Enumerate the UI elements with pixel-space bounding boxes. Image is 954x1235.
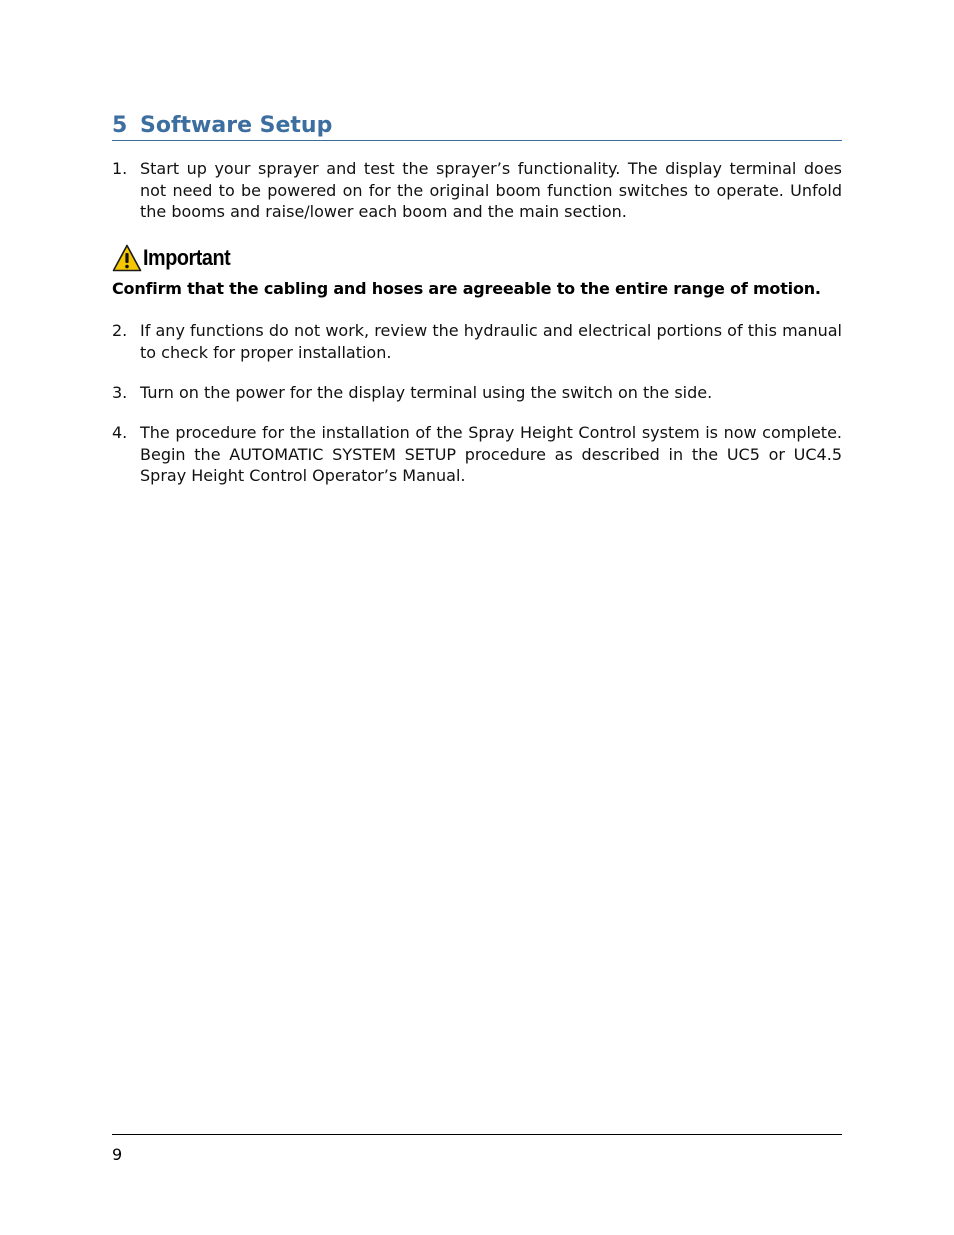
important-callout [112, 243, 240, 273]
section-heading [112, 110, 842, 141]
list-item-text: Turn on the power for the display terminal using the switch on the side. [140, 383, 713, 402]
list-item [112, 422, 842, 487]
list-marker: 1. [112, 159, 128, 178]
list-item [112, 382, 842, 404]
important-label: Important [143, 245, 231, 270]
list-item [112, 158, 842, 223]
list-item [112, 320, 842, 363]
list-item-text: The procedure for the installation of the Spray Height Control system is now complete. Begin the AUTOMATIC SYSTEM SETUP procedure as described in the UC5 or UC4.5 Spray Height Control Operator’s Manual. [140, 423, 842, 486]
page-number: 9 [112, 1145, 123, 1164]
footer-divider [112, 1134, 842, 1135]
important-note: Confirm that the cabling and hoses are agreeable to the entire range of motion. [112, 279, 821, 298]
list-item-text: If any functions do not work, review the hydraulic and electrical portions of this manual to check for proper installation. [140, 321, 842, 362]
section-number: 5 [112, 113, 128, 138]
warning-icon [112, 244, 142, 272]
section-title: Software Setup [140, 113, 333, 138]
list-item-text: Start up your sprayer and test the sprayer’s functionality. The display terminal does not need to be powered on for the original boom function switches to operate. Unfold the booms and raise/lower each boom and the main section. [140, 159, 842, 222]
list-marker: 2. [112, 321, 128, 340]
list-marker: 4. [112, 423, 128, 442]
list-marker: 3. [112, 383, 128, 402]
